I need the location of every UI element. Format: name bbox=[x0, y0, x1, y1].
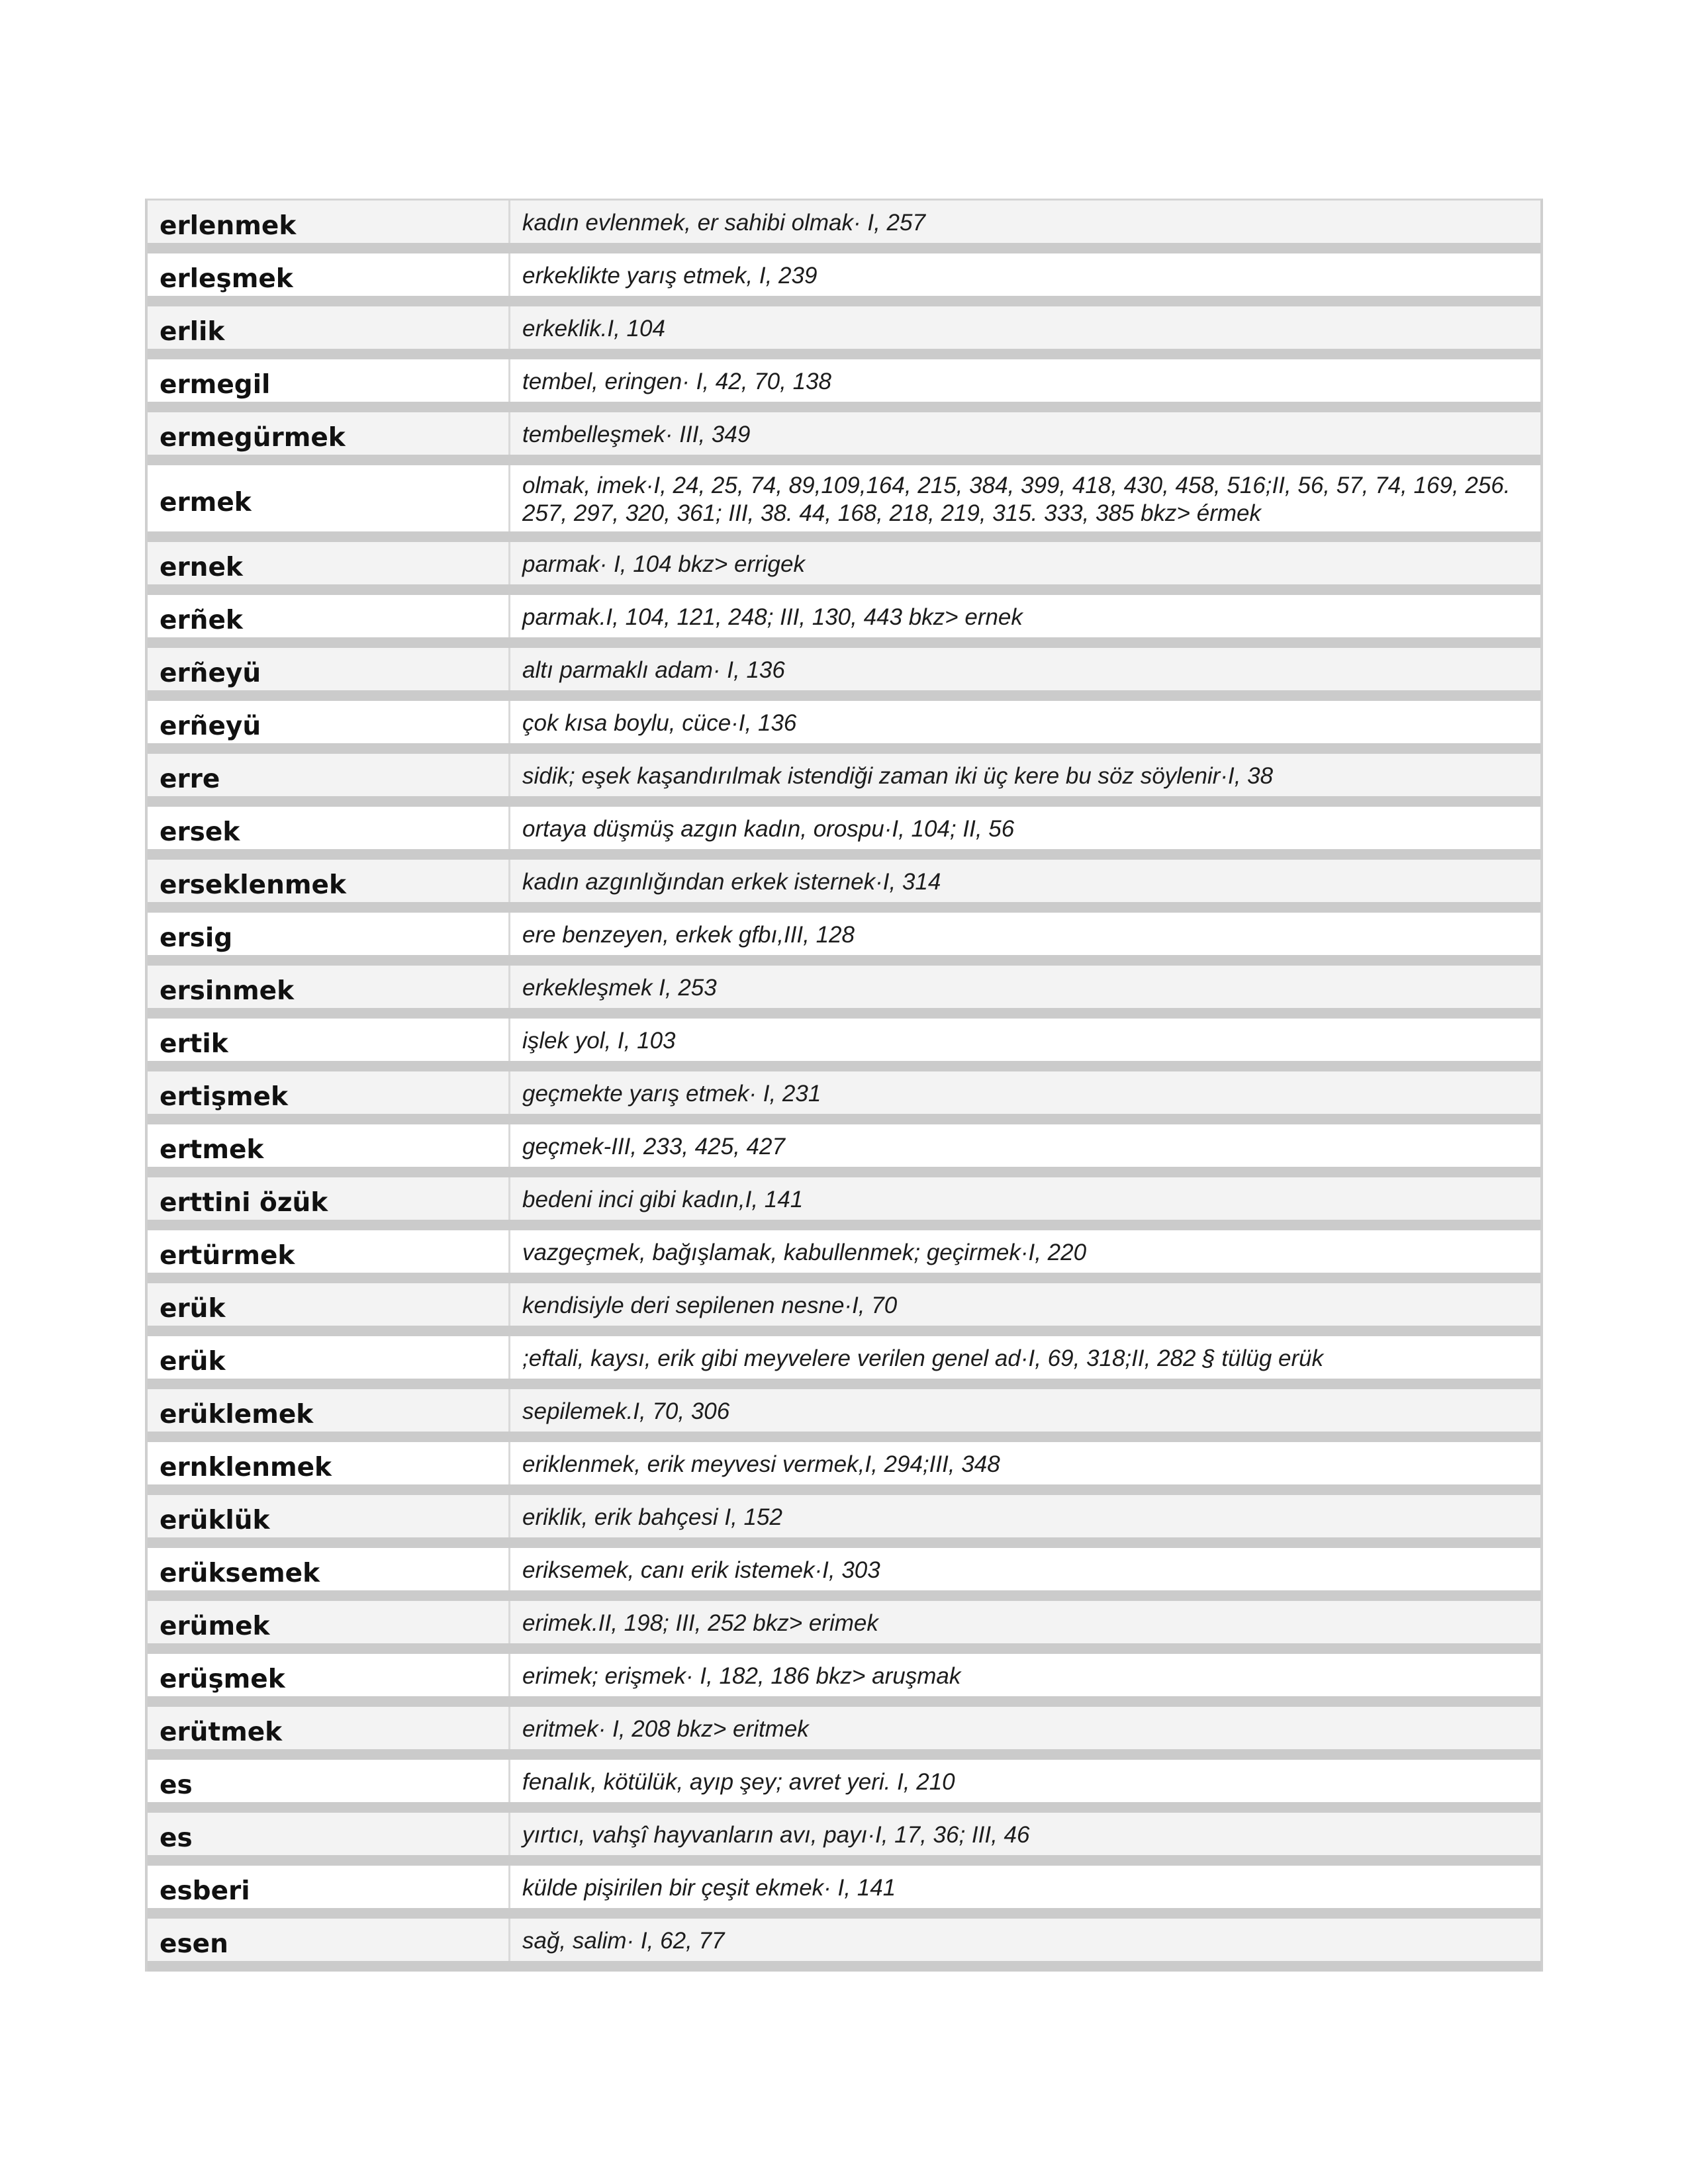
term-cell: erñeyü bbox=[148, 648, 510, 690]
definition-cell: ortaya düşmüş azgın kadın, orospu·I, 104; II, 56 bbox=[510, 807, 1540, 849]
term-cell: erütmek bbox=[148, 1707, 510, 1749]
term-cell: ersig bbox=[148, 913, 510, 955]
definition-cell: tembelleşmek· III, 349 bbox=[510, 412, 1540, 455]
table-row bbox=[148, 542, 1540, 595]
definition-cell: eriksemek, canı erik istemek·I, 303 bbox=[510, 1548, 1540, 1590]
definition-cell: ;eftali, kaysı, erik gibi meyvelere verilen genel ad·I, 69, 318;II, 282 § tülüg erük bbox=[510, 1336, 1540, 1379]
table-row bbox=[148, 1866, 1540, 1919]
table-row bbox=[148, 201, 1540, 253]
term-cell: ermegürmek bbox=[148, 412, 510, 455]
table-row bbox=[148, 1071, 1540, 1124]
term-cell: erre bbox=[148, 754, 510, 796]
table-row bbox=[148, 1760, 1540, 1813]
definition-cell: tembel, eringen· I, 42, 70, 138 bbox=[510, 359, 1540, 402]
table-row bbox=[148, 1495, 1540, 1548]
definition-cell: çok kısa boylu, cüce·I, 136 bbox=[510, 701, 1540, 743]
term-cell: erñek bbox=[148, 595, 510, 637]
table-row bbox=[148, 648, 1540, 701]
definition-cell: geçmekte yarış etmek· I, 231 bbox=[510, 1071, 1540, 1114]
term-cell: ertürmek bbox=[148, 1230, 510, 1273]
term-cell: erleşmek bbox=[148, 253, 510, 296]
term-cell: ertişmek bbox=[148, 1071, 510, 1114]
table-row bbox=[148, 860, 1540, 913]
definition-cell: kadın azgınlığından erkek isternek·I, 314 bbox=[510, 860, 1540, 902]
table-row bbox=[148, 1707, 1540, 1760]
table-row bbox=[148, 253, 1540, 306]
table-row bbox=[148, 807, 1540, 860]
table-row bbox=[148, 1654, 1540, 1707]
glossary-table bbox=[145, 199, 1543, 1972]
term-cell: erüksemek bbox=[148, 1548, 510, 1590]
term-cell: erüklemek bbox=[148, 1389, 510, 1432]
term-cell: es bbox=[148, 1760, 510, 1802]
definition-cell: parmak· I, 104 bkz> errigek bbox=[510, 542, 1540, 584]
definition-cell: ere benzeyen, erkek gfbı,III, 128 bbox=[510, 913, 1540, 955]
definition-cell: erimek.II, 198; III, 252 bkz> erimek bbox=[510, 1601, 1540, 1643]
definition-cell: vazgeçmek, bağışlamak, kabullenmek; geçirmek·I, 220 bbox=[510, 1230, 1540, 1273]
table-row bbox=[148, 1601, 1540, 1654]
table-row bbox=[148, 306, 1540, 359]
term-cell: ernek bbox=[148, 542, 510, 584]
table-row bbox=[148, 1389, 1540, 1442]
term-cell: ernklenmek bbox=[148, 1442, 510, 1484]
definition-cell: eriklik, erik bahçesi I, 152 bbox=[510, 1495, 1540, 1537]
term-cell: erümek bbox=[148, 1601, 510, 1643]
term-cell: ermek bbox=[148, 465, 510, 531]
definition-cell: sağ, salim· I, 62, 77 bbox=[510, 1919, 1540, 1961]
table-row bbox=[148, 359, 1540, 412]
table-row bbox=[148, 754, 1540, 807]
definition-cell: erkeklikte yarış etmek, I, 239 bbox=[510, 253, 1540, 296]
definition-cell: külde pişirilen bir çeşit ekmek· I, 141 bbox=[510, 1866, 1540, 1908]
term-cell: erseklenmek bbox=[148, 860, 510, 902]
term-cell: ertik bbox=[148, 1019, 510, 1061]
definition-cell: erimek; erişmek· I, 182, 186 bkz> aruşmak bbox=[510, 1654, 1540, 1696]
term-cell: ermegil bbox=[148, 359, 510, 402]
table-row bbox=[148, 412, 1540, 465]
term-cell: erlenmek bbox=[148, 201, 510, 243]
term-cell: erttini özük bbox=[148, 1177, 510, 1220]
term-cell: esberi bbox=[148, 1866, 510, 1908]
term-cell: ertmek bbox=[148, 1124, 510, 1167]
table-row bbox=[148, 966, 1540, 1019]
definition-cell: parmak.I, 104, 121, 248; III, 130, 443 bkz> ernek bbox=[510, 595, 1540, 637]
definition-cell: yırtıcı, vahşî hayvanların avı, payı·I, 17, 36; III, 46 bbox=[510, 1813, 1540, 1855]
term-cell: ersek bbox=[148, 807, 510, 849]
table-row bbox=[148, 701, 1540, 754]
term-cell: ersinmek bbox=[148, 966, 510, 1008]
definition-cell: erkekleşmek I, 253 bbox=[510, 966, 1540, 1008]
table-row bbox=[148, 595, 1540, 648]
term-cell: erük bbox=[148, 1283, 510, 1326]
table-row bbox=[148, 913, 1540, 966]
term-cell: esen bbox=[148, 1919, 510, 1961]
definition-cell: kendisiyle deri sepilenen nesne·I, 70 bbox=[510, 1283, 1540, 1326]
definition-cell: olmak, imek·I, 24, 25, 74, 89,109,164, 215, 384, 399, 418, 430, 458, 516;II, 56, 57, 74, 169, 256. 257, 297, 320, 361; III, 38. 44, 168, 218, 219, 315. 333, 385 bkz> érmek bbox=[510, 465, 1540, 531]
table-row bbox=[148, 1019, 1540, 1071]
table-row bbox=[148, 1177, 1540, 1230]
definition-cell: işlek yol, I, 103 bbox=[510, 1019, 1540, 1061]
definition-cell: kadın evlenmek, er sahibi olmak· I, 257 bbox=[510, 201, 1540, 243]
term-cell: erük bbox=[148, 1336, 510, 1379]
table-row bbox=[148, 1230, 1540, 1283]
term-cell: erüşmek bbox=[148, 1654, 510, 1696]
table-row bbox=[148, 1336, 1540, 1389]
definition-cell: fenalık, kötülük, ayıp şey; avret yeri. I, 210 bbox=[510, 1760, 1540, 1802]
definition-cell: erkeklik.I, 104 bbox=[510, 306, 1540, 349]
definition-cell: sidik; eşek kaşandırılmak istendiği zaman iki üç kere bu söz söylenir·I, 38 bbox=[510, 754, 1540, 796]
table-row bbox=[148, 1813, 1540, 1866]
definition-cell: bedeni inci gibi kadın,I, 141 bbox=[510, 1177, 1540, 1220]
table-row bbox=[148, 1442, 1540, 1495]
definition-cell: geçmek-III, 233, 425, 427 bbox=[510, 1124, 1540, 1167]
definition-cell: eritmek· I, 208 bkz> eritmek bbox=[510, 1707, 1540, 1749]
term-cell: es bbox=[148, 1813, 510, 1855]
definition-cell: altı parmaklı adam· I, 136 bbox=[510, 648, 1540, 690]
definition-cell: sepilemek.I, 70, 306 bbox=[510, 1389, 1540, 1432]
term-cell: erñeyü bbox=[148, 701, 510, 743]
definition-cell: eriklenmek, erik meyvesi vermek,I, 294;III, 348 bbox=[510, 1442, 1540, 1484]
term-cell: erüklük bbox=[148, 1495, 510, 1537]
table-row bbox=[148, 1283, 1540, 1336]
table-row bbox=[148, 465, 1540, 542]
table-row bbox=[148, 1919, 1540, 1972]
table-row bbox=[148, 1548, 1540, 1601]
term-cell: erlik bbox=[148, 306, 510, 349]
table-row bbox=[148, 1124, 1540, 1177]
